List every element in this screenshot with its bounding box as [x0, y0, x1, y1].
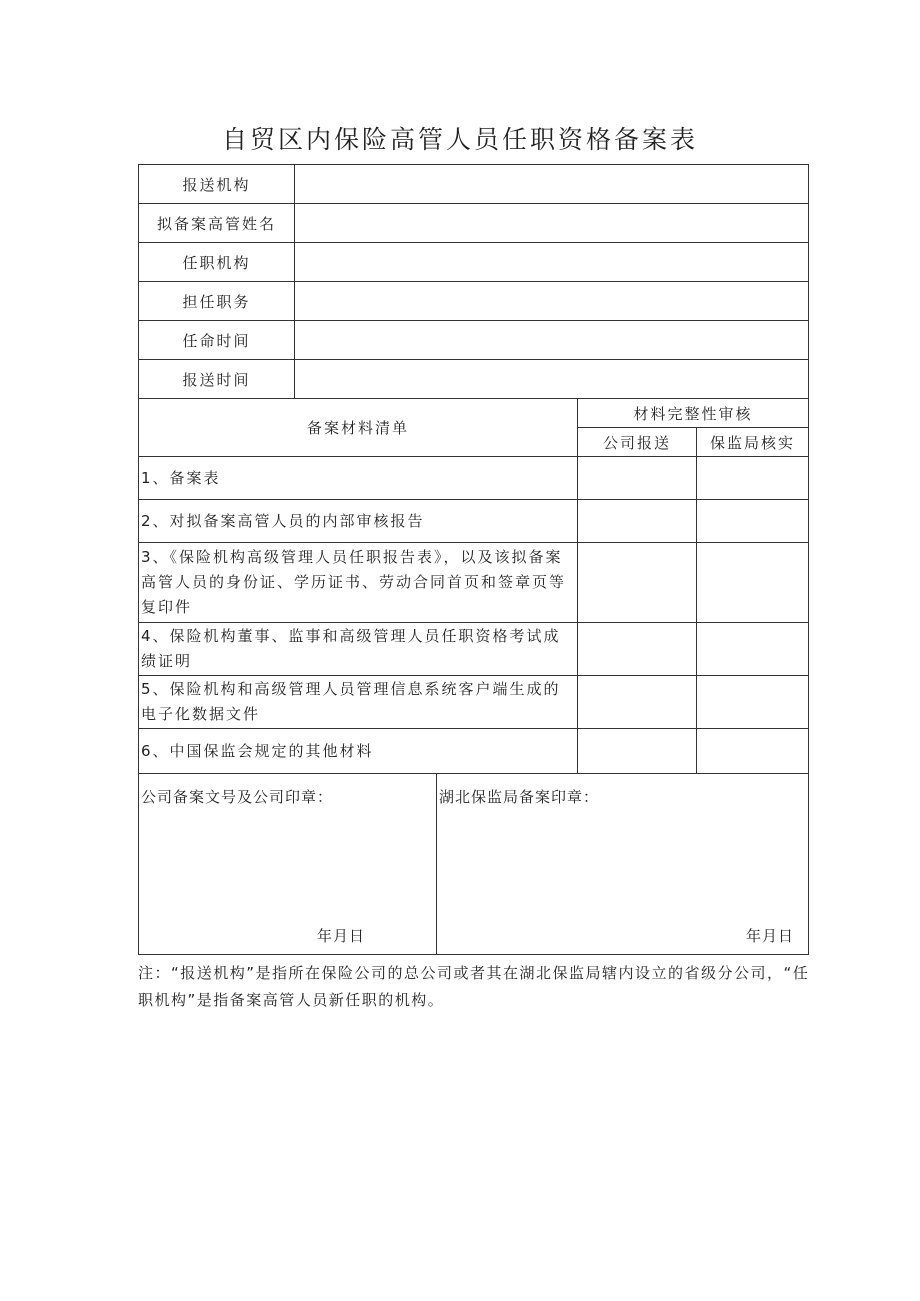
material-row — [139, 543, 809, 623]
footnote: 注：“报送机构”是指所在保险公司的总公司或者其在湖北保监局辖内设立的省级分公司，“任职机构”是指备案高管人员新任职的机构。 — [138, 964, 810, 1009]
info-row-reporting-institution — [139, 165, 809, 204]
field-reporting-institution[interactable] — [295, 165, 809, 204]
info-row-executive-name — [139, 204, 809, 243]
field-position[interactable] — [295, 282, 809, 321]
company-check-cell[interactable] — [578, 457, 697, 500]
info-row-appointment-date — [139, 321, 809, 360]
label-executive-name: 拟备案高管姓名 — [139, 204, 295, 243]
label-reporting-institution: 报送机构 — [139, 165, 295, 204]
info-row-submission-date — [139, 360, 809, 399]
info-row-position — [139, 282, 809, 321]
label-appointing-institution: 任职机构 — [139, 243, 295, 282]
material-item-text: 3、《保险机构高级管理人员任职报告表》，以及该拟备案高管人员的身份证、学历证书、劳动合同首页和签章页等复印件 — [139, 543, 578, 623]
bureau-check-cell[interactable] — [697, 500, 809, 543]
page-title: 自贸区内保险高管人员任职资格备案表 — [221, 125, 698, 154]
bureau-check-cell[interactable] — [697, 729, 809, 774]
material-row — [139, 623, 809, 676]
company-check-cell[interactable] — [578, 543, 697, 623]
bureau-seal-label: 湖北保监局备案印章： — [439, 788, 600, 806]
company-check-cell[interactable] — [578, 623, 697, 676]
company-check-cell[interactable] — [578, 500, 697, 543]
bureau-check-cell[interactable] — [697, 543, 809, 623]
material-item-text: 2、对拟备案高管人员的内部审核报告 — [139, 500, 578, 543]
column-company-submitted: 公司报送 — [578, 428, 697, 457]
bureau-check-cell[interactable] — [697, 457, 809, 500]
company-check-cell[interactable] — [578, 729, 697, 774]
material-row — [139, 457, 809, 500]
label-appointment-date: 任命时间 — [139, 321, 295, 360]
field-submission-date[interactable] — [295, 360, 809, 399]
material-row — [139, 500, 809, 543]
material-row — [139, 729, 809, 774]
company-check-cell[interactable] — [578, 676, 697, 729]
label-position: 担任职务 — [139, 282, 295, 321]
bureau-check-cell[interactable] — [697, 623, 809, 676]
materials-header-row — [139, 399, 809, 428]
material-row — [139, 676, 809, 729]
signature-row — [139, 774, 809, 955]
company-seal-box[interactable] — [139, 774, 437, 955]
company-seal-label: 公司备案文号及公司印章： — [141, 788, 334, 806]
field-executive-name[interactable] — [295, 204, 809, 243]
filing-form-table — [138, 164, 809, 955]
material-item-text: 4、保险机构董事、监事和高级管理人员任职资格考试成绩证明 — [139, 623, 578, 676]
field-appointing-institution[interactable] — [295, 243, 809, 282]
column-bureau-verified: 保监局核实 — [697, 428, 809, 457]
material-item-text: 5、保险机构和高级管理人员管理信息系统客户端生成的电子化数据文件 — [139, 676, 578, 729]
bureau-check-cell[interactable] — [697, 676, 809, 729]
field-appointment-date[interactable] — [295, 321, 809, 360]
company-seal-date: 年月日 — [317, 927, 366, 945]
bureau-seal-date: 年月日 — [745, 927, 794, 945]
bureau-seal-box[interactable] — [437, 774, 809, 955]
completeness-review-header: 材料完整性审核 — [578, 399, 809, 428]
materials-list-header: 备案材料清单 — [139, 399, 578, 457]
label-submission-date: 报送时间 — [139, 360, 295, 399]
material-item-text: 6、中国保监会规定的其他材料 — [139, 729, 578, 774]
material-item-text: 1、备案表 — [139, 457, 578, 500]
info-row-appointing-institution — [139, 243, 809, 282]
